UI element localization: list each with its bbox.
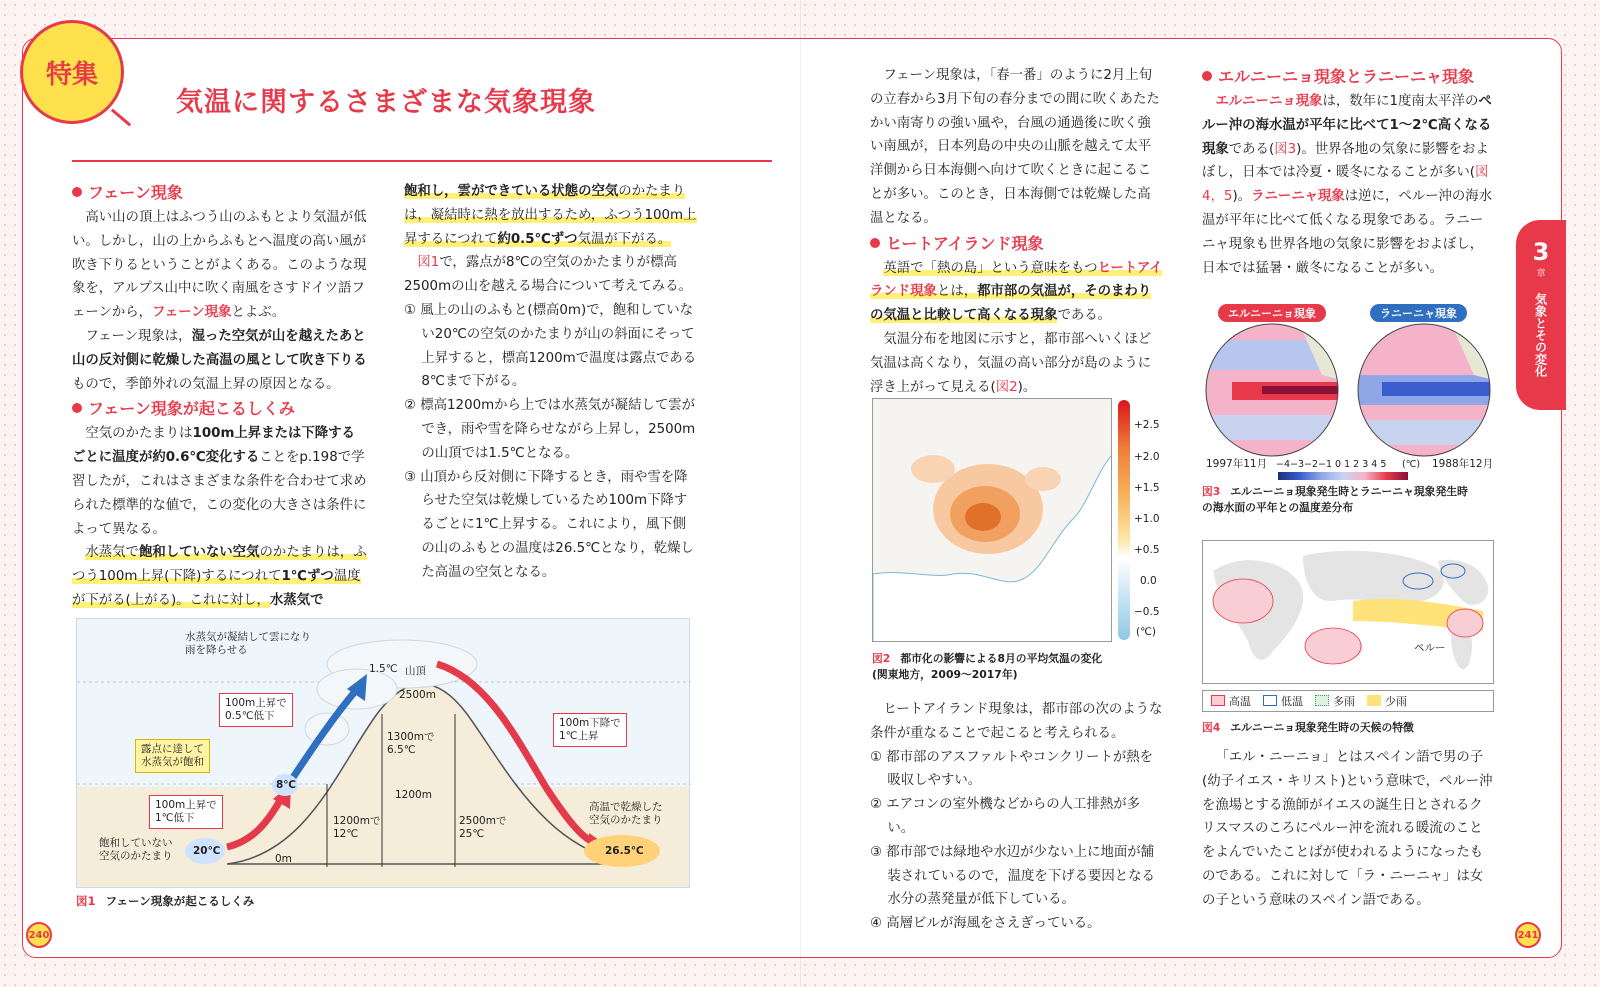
legend-label: 低温 — [1281, 695, 1303, 708]
heat-map-svg — [873, 399, 1112, 642]
figure-1-foehn-diagram — [76, 618, 690, 888]
caption-text: エルニーニョ現象発生時の天候の特徴 — [1230, 721, 1414, 734]
date-la-nina: 1988年12月 — [1432, 458, 1494, 470]
warm-patch — [911, 455, 955, 483]
bold-text: 100m上昇または下降するごとに温度が約0.6℃変化する — [72, 426, 355, 466]
peru-label: ペルー — [1414, 642, 1446, 654]
scale-bar — [1278, 472, 1408, 480]
legend-item — [1315, 693, 1355, 709]
globe-la-nina — [1354, 320, 1494, 460]
chapter-suffix: 章 — [1536, 269, 1546, 279]
figure-1-caption — [76, 893, 254, 909]
figure-2-caption — [872, 651, 1162, 683]
text: )。世界各地の気象に影響をおよぼし，日本では冷夏・暖冬になることが多い( — [1202, 141, 1489, 181]
legend-item — [1263, 693, 1303, 709]
page-number-text: 240 — [28, 929, 50, 941]
arrow-rise-dry — [227, 797, 282, 847]
height-0: 0m — [275, 853, 292, 865]
text: で，露点が8℃の空気のかたまりが標高2500mの山を越える場合について考えてみる。 — [404, 255, 692, 295]
heading-foehn-mechanism — [72, 396, 368, 422]
figure-ref-link[interactable]: 図1 — [417, 255, 440, 271]
keyword: エルニーニョ現象 — [1215, 94, 1323, 109]
legend-label: 少雨 — [1385, 695, 1407, 708]
heading-text: フェーン現象 — [88, 183, 183, 202]
page-number-text: 241 — [1517, 929, 1539, 941]
tick-label: +2.0 — [1134, 451, 1160, 463]
height-2500: 2500m — [399, 689, 436, 701]
cloud-note: 水蒸気が凝結して雲になり 雨を降らせる — [185, 631, 311, 656]
scale-unit: (℃) — [1402, 459, 1421, 470]
list-item: ① 都市部のアスファルトやコンクリートが熱を吸収しやすい。 — [870, 749, 1153, 789]
continent — [1303, 551, 1444, 603]
tick-label: +0.5 — [1134, 544, 1160, 556]
bold-text: 湿った空気が山を越えたあと山の反対側に乾燥した高温の風として吹き下りる — [72, 328, 367, 368]
paragraph — [72, 325, 368, 396]
book-spine — [800, 0, 801, 987]
heading-text: エルニーニョ現象とラニーニャ現象 — [1218, 67, 1475, 86]
bullet-icon — [1202, 71, 1212, 81]
high-temp-area — [1447, 609, 1483, 637]
legend-label: 多雨 — [1333, 695, 1355, 708]
text: )。 — [1232, 189, 1252, 205]
text: ことをp.198で学習したが，これはさまざまな条件を合わせて求められた標準的な値で，この変化の大きさは条件によって異なる。 — [72, 450, 367, 537]
dim-1300: 1300mで 6.5℃ — [387, 731, 435, 756]
callout-dew-point: 露点に達して 水蒸気が飽和 — [135, 739, 210, 773]
list-item: ② 標高1200mから上では水蒸気が凝結して雲ができ，雨や雪を降らせながら上昇し，2500mの山頂では1.5℃となる。 — [404, 398, 696, 461]
badge-text: 特集 — [45, 59, 98, 90]
text: 空気のかたまりは — [85, 426, 193, 442]
caption-number: 図3 — [1202, 485, 1221, 498]
height-1200: 1200m — [395, 789, 432, 801]
date-el-nino: 1997年11月 — [1206, 458, 1268, 470]
temp-26-5: 26.5℃ — [605, 845, 644, 857]
summit-temp: 1.5℃ — [369, 663, 398, 675]
page-title: 気温に関するさまざまな気象現象 — [176, 87, 596, 118]
heading-text: ヒートアイランド現象 — [886, 233, 1044, 253]
list-item: ③ 都市部では緑地や水辺が少ない上に地面が舗装されているので，温度を下げる要因となる水分の蒸発量が低下している。 — [870, 844, 1155, 908]
text: は，数年に1度南太平洋の — [1322, 94, 1479, 109]
caption-text: エルニーニョ現象発生時とラニーニャ現象発生時 の海水面の平年との温度差分布 — [1202, 485, 1468, 514]
paragraph — [72, 422, 368, 541]
text: 水蒸気で — [85, 545, 139, 561]
unit-label: (℃) — [1136, 626, 1156, 638]
text: 英語で「熱の島」という意味をもつ — [883, 260, 1098, 276]
paragraph — [72, 541, 368, 612]
paragraph — [404, 180, 698, 251]
world-map-svg — [1203, 541, 1494, 684]
text: 高い山の頂上はふつう山のふもとより気温が低い。しかし，山の上からふもとへ温度の高い風が吹き下りるということがよくある。このような現象を，アルプス山中に吹く南風をさすドイツ語フェーンから， — [72, 210, 367, 321]
figure-4-legend — [1202, 690, 1494, 712]
heading-heat-island — [870, 231, 1164, 257]
keyword: ラニーニャ現象 — [1251, 189, 1345, 205]
summit-label: 山頂 — [405, 665, 426, 677]
bold-text: 飽和し，雲ができている状態の空気 — [404, 184, 619, 199]
heading-foehn — [72, 180, 368, 206]
bullet-icon — [870, 238, 880, 248]
figure-4-world-map — [1202, 540, 1494, 684]
column-3 — [870, 64, 1164, 399]
high-temp-area — [1305, 628, 1361, 664]
paragraph — [404, 251, 698, 299]
text: のかたまりは，凝結時に熱を放出するため，ふつう100m上昇するにつれて — [404, 184, 697, 247]
hot-dry-label: 高温で乾燥した 空気のかたまり — [589, 801, 663, 826]
paragraph — [1202, 90, 1494, 280]
text: である( — [1228, 141, 1275, 157]
tick-label: −0.5 — [1134, 606, 1160, 618]
colorbar — [1118, 400, 1130, 640]
page-number-right — [1515, 922, 1541, 948]
bold-text: 都市部の気温が，そのまわりの気温と比較して高くなる現象 — [870, 284, 1152, 324]
paragraph: 「エル・ニーニョ」とはスペイン語で男の子(幼子イエス・キリスト)という意味で，ペルー沖を漁場とする漁師がイエスの誕生日とされるクリスマスのころにペルー沖を流れる暖流のことをよんでいたことばが使われるようになったものである。これに対して「ラ・ニーニャ」は女の子という意味のスペイン語である。 — [1202, 750, 1493, 908]
list-item: ④ 高層ビルが海風をさえぎっている。 — [870, 916, 1101, 932]
bullet-icon — [72, 187, 82, 197]
list-item: ③ 山頂から反対側に下降するとき，雨や雪を降らせた空気は乾燥しているため100m下降するごとに1℃上昇する。これにより，風下側の山のふもとの温度は26.5℃となり，乾燥した高温の空気となる。 — [404, 469, 694, 580]
keyword: ヒートアイランド現象 — [870, 260, 1163, 300]
paragraph — [870, 257, 1164, 328]
column-3-lower — [870, 698, 1164, 936]
column-1 — [72, 180, 368, 613]
legend-label: 高温 — [1229, 695, 1251, 708]
text: は逆に，ペルー沖の海水温が平年に比べて低くなる現象である。ラニーニャ現象も世界各地の気象に影響をおよぼし，日本では猛暑・厳冬になることが多い。 — [1202, 189, 1493, 276]
heading-el-nino — [1202, 64, 1494, 90]
continent — [1438, 560, 1488, 605]
bold-text: 水蒸気で — [269, 592, 324, 608]
globes-svg — [1202, 320, 1494, 460]
text: もので，季節外れの気温上昇の原因となる。 — [72, 376, 340, 392]
caption-text: 都市化の影響による8月の平均気温の変化 (関東地方，2009～2017年) — [872, 652, 1103, 681]
text: のかたまりは，ふつう100m上昇(下降)するにつれて — [72, 545, 367, 585]
heading-text: フェーン現象が起こるしくみ — [88, 399, 295, 419]
bullet-icon — [72, 403, 82, 413]
figure-4-caption — [1202, 720, 1494, 736]
paragraph: フェーン現象は，「春一番」のように2月上旬の立春から3月下旬の春分までの間に吹くあたたかい南寄りの強い風や，台風の通過後に吹く強い南風が，日本列島の中央の山脈を越えて太平洋側から日本海側へ向けて吹くときに起こることが多い。このとき，日本海側では乾燥した高温となる。 — [870, 68, 1160, 226]
figure-2-map — [872, 398, 1112, 642]
figure-3-caption — [1202, 484, 1494, 516]
figure-ref-link[interactable]: 図2 — [995, 379, 1018, 395]
globe-el-nino — [1202, 320, 1342, 460]
callout-dry-rate: 100m上昇で 1℃低下 — [149, 795, 223, 829]
dim-1200: 1200mで 12℃ — [333, 815, 381, 840]
text: とよぶ。 — [231, 305, 286, 321]
tick-label: +2.5 — [1134, 419, 1160, 431]
feature-badge — [20, 20, 124, 124]
warm-patch — [1025, 467, 1061, 491]
paragraph: ヒートアイランド現象は，都市部の次のような条件が重なることで起こると考えられる。 — [870, 702, 1163, 741]
text: フェーン現象は， — [85, 328, 192, 344]
column-2 — [404, 180, 698, 585]
tick-label: +1.5 — [1134, 482, 1160, 494]
text: 気温が下がる。 — [577, 231, 672, 247]
tick-label: +1.0 — [1134, 513, 1160, 525]
legend-item — [1211, 693, 1251, 709]
text: )。 — [1017, 379, 1037, 395]
high-temp-area — [1213, 579, 1273, 623]
title-divider — [72, 160, 772, 162]
globe-label-el-nino: エルニーニョ現象 — [1218, 304, 1326, 322]
figure-ref-link[interactable]: 図3 — [1274, 141, 1297, 157]
dim-2500: 2500mで 25℃ — [459, 815, 507, 840]
temp-8: 8℃ — [276, 779, 297, 791]
chapter-number: 3 — [1532, 238, 1550, 266]
list-item: ② エアコンの室外機などからの人工排熱が多い。 — [870, 797, 1141, 836]
text: 気温分布を地図に示すと，都市部へいくほど気温は高くなり，気温の高い部分が島のように浮き上がって見える( — [870, 331, 1152, 395]
bold-text: 約0.5℃ずつ — [497, 231, 578, 247]
figure-ref-link[interactable]: 図4，5 — [1202, 165, 1489, 205]
paragraph — [72, 206, 368, 325]
caption-number: 図1 — [76, 894, 96, 908]
text: 温度が下がる(上がる)。これに対し， — [72, 569, 361, 608]
temp-20: 20℃ — [193, 845, 221, 857]
globe-label-la-nina: ラニーニャ現象 — [1370, 304, 1467, 322]
hot-zone — [965, 503, 1001, 531]
tick-label: 0.0 — [1140, 575, 1157, 587]
list-item: ① 風上の山のふもと(標高0m)で，飽和していない20℃の空気のかたまりが山の斜面にそって上昇すると，標高1200mで温度は露点である8℃まで下がる。 — [404, 302, 697, 390]
scale-ticks: −4−3−2−1 0 1 2 3 4 5 — [1276, 459, 1387, 470]
caption-number: 図4 — [1202, 721, 1221, 734]
page-number-left — [26, 922, 52, 948]
text: である。 — [1057, 308, 1112, 324]
callout-descend-rate: 100m下降で 1℃上昇 — [553, 713, 627, 747]
bold-text: ペルー沖の海水温が平年に比べて1～2℃高くなる現象 — [1202, 94, 1492, 157]
bold-text: 1℃ずつ — [281, 569, 334, 585]
bold-text: 飽和していない空気 — [138, 545, 260, 561]
paragraph — [870, 328, 1164, 399]
caption-text: フェーン現象が起こるしくみ — [105, 894, 255, 908]
chapter-tab[interactable] — [1516, 220, 1566, 410]
column-4-lower — [1202, 746, 1494, 913]
keyword: フェーン現象 — [152, 305, 232, 321]
legend-item — [1367, 693, 1407, 709]
callout-saturated-rate: 100m上昇で 0.5℃低下 — [219, 693, 293, 727]
unsaturated-label: 飽和していない 空気のかたまり — [99, 837, 173, 862]
caption-number: 図2 — [872, 652, 891, 665]
text: とは， — [936, 284, 978, 300]
chapter-title: 気象とその変化 — [1533, 293, 1548, 377]
column-4 — [1202, 64, 1494, 280]
